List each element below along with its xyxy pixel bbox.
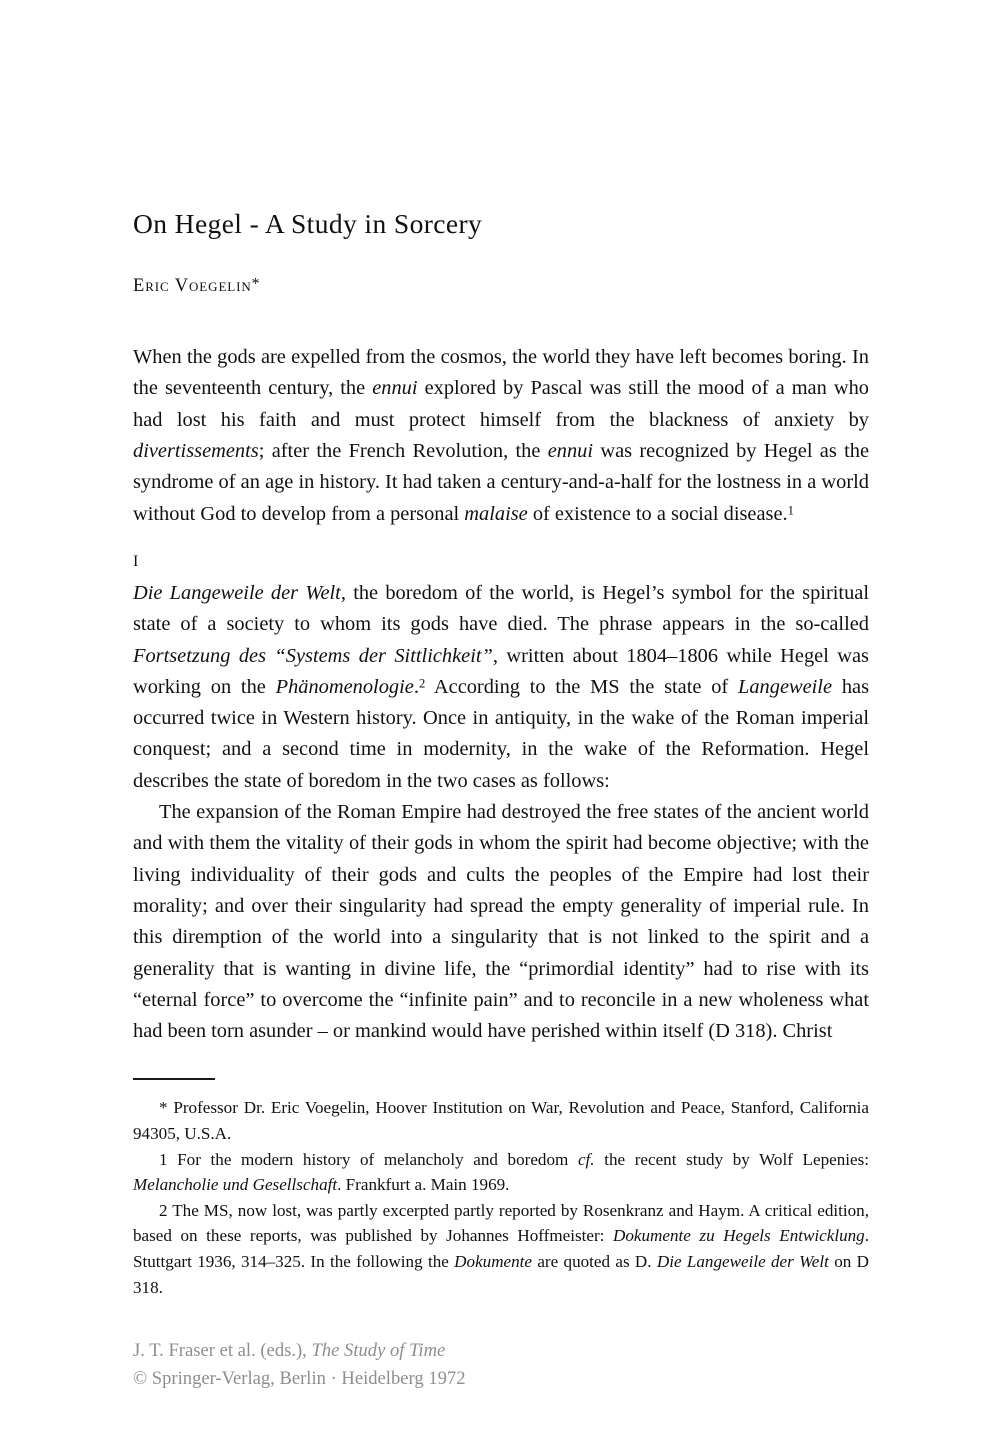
italic-title-melancholie: Melancholie und Gesellschaft — [133, 1175, 338, 1195]
italic-title-dokumente: Dokumente — [454, 1251, 533, 1271]
author-byline — [133, 240, 869, 297]
footnote-2 — [133, 1198, 869, 1300]
italic-term-langeweile: Langeweile — [738, 675, 833, 698]
footnotes-section — [133, 1047, 869, 1300]
paragraph-roman-empire: The expansion of the Roman Empire had destroyed the free states of the ancient world and with them the vitality of their gods in whom the spirit had become objective; with the living individuality of their gods and cults the peoples of the Empire had lost their morality; and over their singularity had spread the empty generality of imperial rule. In this diremption of the world into a singularity that is not linked to the spirit and a generality that is wanting in divine life, the “primordial identity” had to rise with its “eternal force” to overcome the “infinite pain” and to reconcile in a new wholeness what had been torn asunder – or mankind would have perished within itself (D 318). Christ — [133, 801, 869, 1043]
text-run: J. T. Fraser et al. (eds.), — [133, 1340, 312, 1361]
italic-title-die-langeweile-der-welt: Die Langeweile der Welt — [656, 1251, 829, 1271]
italic-title-study-of-time: The Study of Time — [311, 1340, 446, 1361]
text-run: When the gods are expelled from the cosmos, the world they have left becomes boring. In the seventeenth century, the — [133, 346, 869, 400]
text-run: . — [413, 675, 419, 698]
footer-editors-line — [133, 1337, 869, 1365]
text-run: explored by Pascal was still the mood of a man who had lost his faith and must protect himself from the blackness of anxiety by — [133, 377, 869, 431]
footer-copyright-line: © Springer-Verlag, Berlin · Heidelberg 1972 — [133, 1368, 466, 1389]
italic-term-malaise: malaise — [464, 502, 528, 525]
text-run: , written about 1804–1806 while Hegel was working on the — [133, 644, 869, 698]
italic-term-ennui: ennui — [372, 377, 418, 400]
italic-title-fortsetzung: Fortsetzung des “Systems der Sittlichkeit” — [133, 644, 493, 667]
italic-title-dokumente-zu-hegels-entwicklung: Dokumente zu Hegels Entwicklung — [613, 1226, 865, 1246]
section-number: I — [133, 552, 139, 570]
footnote-ref-2[interactable]: 2 — [418, 676, 426, 691]
text-run: 1 For the modern history of melancholy and boredom — [159, 1149, 578, 1169]
text-run: on D 318. — [133, 1251, 869, 1297]
text-run: 2 The MS, now lost, was partly excerpted partly reported by Rosenkranz and Haym. A critical edition, based on these reports, was published by Johannes Hoffmeister: — [133, 1200, 869, 1246]
page-footer-credit — [133, 1337, 869, 1393]
footnote-1 — [133, 1147, 869, 1198]
text-run: the recent study by Wolf Lepenies: — [594, 1149, 869, 1169]
page-title: On Hegel - A Study in Sorcery — [133, 208, 483, 239]
footnote-separator-rule — [133, 1078, 215, 1080]
paragraph-section-one — [133, 578, 869, 797]
text-run: ; after the French Revolution, the — [258, 440, 548, 463]
italic-term-ennui: ennui — [547, 440, 594, 463]
text-run: has occurred twice in Western history. Once in antiquity, in the wake of the Roman imperial conquest; and a second time in modernity, in the wake of the Reformation. Hegel describes the state of boredom in the two cases as follows: — [133, 675, 870, 792]
italic-abbrev-cf: cf. — [577, 1149, 595, 1169]
author-name: Eric Voegelin — [133, 276, 252, 296]
text-run: of existence to a social disease. — [527, 502, 788, 525]
italic-term-divertissements: divertissements — [133, 440, 259, 463]
text-run: was recognized by Hegel as the syndrome of an age in history. It had taken a century-and-a-half for the lostness in a world without God to develop from a personal — [133, 440, 869, 525]
text-run: . Stuttgart 1936, 314–325. In the following the — [133, 1226, 869, 1271]
italic-title-phaenomenologie: Phänomenologie — [275, 675, 414, 698]
text-run: . Frankfurt a. Main 1969. — [337, 1175, 510, 1195]
text-run: According to the MS the state of — [425, 675, 739, 698]
document-page — [133, 0, 869, 1300]
text-run: are quoted as D. — [532, 1251, 657, 1271]
italic-term-langeweile-der-welt: Die Langeweile der Welt — [133, 581, 341, 604]
paragraph-opening — [133, 342, 869, 530]
author-footnote-marker: * — [251, 275, 261, 293]
body-text — [133, 297, 869, 1047]
text-run: , the boredom of the world, is Hegel’s symbol for the spiritual state of a society to whom its gods have died. The phrase appears in the so-called — [133, 581, 870, 636]
footnote-ref-1[interactable]: 1 — [787, 502, 794, 517]
footnote-author-affiliation: * Professor Dr. Eric Voegelin, Hoover Institution on War, Revolution and Peace, Stanford, California 94305, U.S.A. — [133, 1098, 869, 1144]
